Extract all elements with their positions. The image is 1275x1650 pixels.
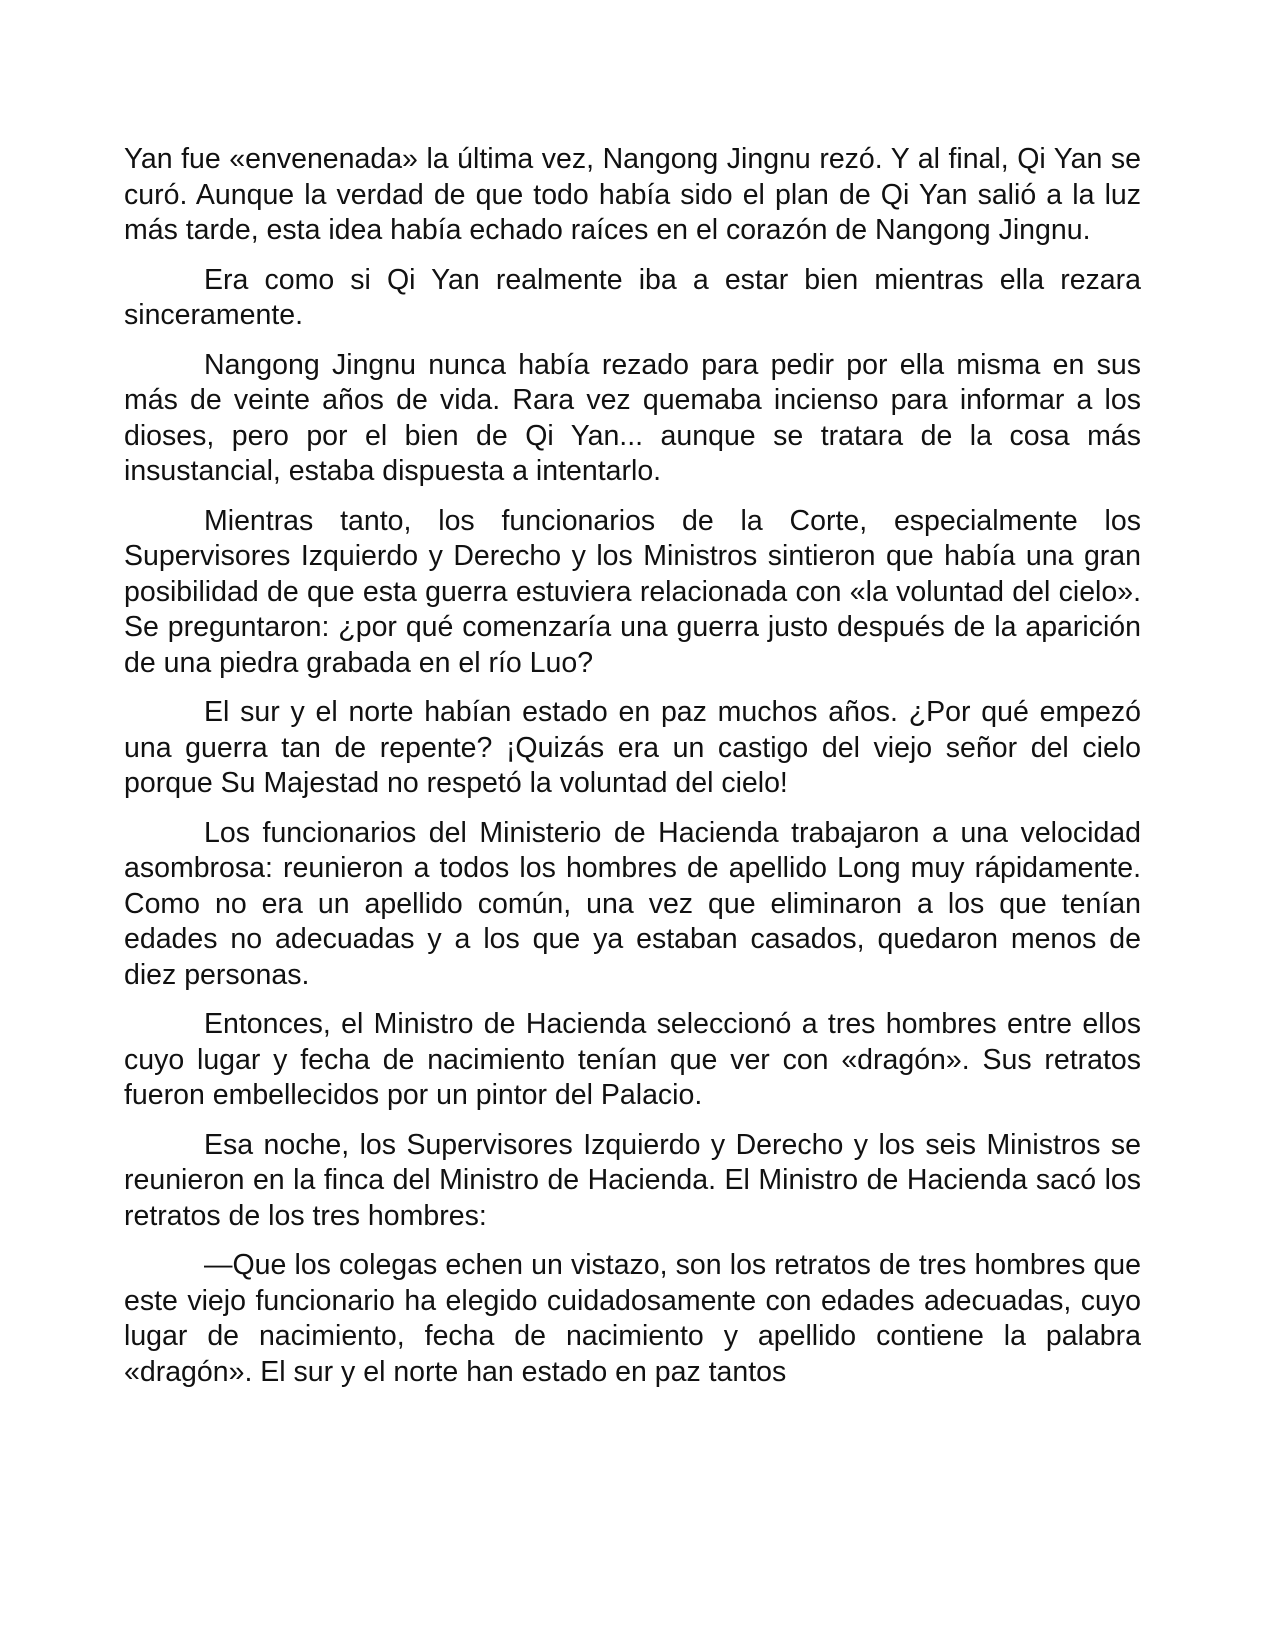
paragraph-3: Nangong Jingnu nunca había rezado para pedir por ella misma en sus más de veinte años de vida. Rara vez quemaba incienso para informar a los dioses, pero por el bien de Qi Yan... aunque se tratara de la cosa más insustancial, estaba dispuesta a intentarlo.: [124, 348, 1141, 487]
paragraph-8: Esa noche, los Supervisores Izquierdo y Derecho y los seis Ministros se reunieron en la finca del Ministro de Hacienda. El Ministro de Hacienda sacó los retratos de los tres hombres:: [124, 1128, 1141, 1232]
paragraph-2: Era como si Qi Yan realmente iba a estar bien mientras ella rezara sinceramente.: [124, 263, 1141, 331]
page-body: [124, 142, 1141, 1404]
paragraph-9: —Que los colegas echen un vistazo, son los retratos de tres hombres que este viejo funcionario ha elegido cuidadosamente con edades adecuadas, cuyo lugar de nacimiento, fecha de nacimiento y apellido contiene la palabra «dragón». El sur y el norte han estado en paz tantos: [124, 1249, 1141, 1388]
paragraph-4: Mientras tanto, los funcionarios de la Corte, especialmente los Supervisores Izquierdo y Derecho y los Ministros sintieron que había una gran posibilidad de que esta guerra estuviera relacionada con «la voluntad del cielo». Se preguntaron: ¿por qué comenzaría una guerra justo después de la aparición de una piedra grabada en el río Luo?: [124, 504, 1141, 679]
paragraph-1: Yan fue «envenenada» la última vez, Nangong Jingnu rezó. Y al final, Qi Yan se curó. Aunque la verdad de que todo había sido el plan de Qi Yan salió a la luz más tarde, esta idea había echado raíces en el corazón de Nangong Jingnu.: [124, 143, 1141, 246]
paragraph-5: El sur y el norte habían estado en paz muchos años. ¿Por qué empezó una guerra tan de repente? ¡Quizás era un castigo del viejo señor del cielo porque Su Majestad no respetó la voluntad del cielo!: [124, 696, 1141, 799]
paragraph-7: Entonces, el Ministro de Hacienda seleccionó a tres hombres entre ellos cuyo lugar y fecha de nacimiento tenían que ver con «dragón». Sus retratos fueron embellecidos por un pintor del Palacio.: [124, 1008, 1141, 1111]
paragraph-6: Los funcionarios del Ministerio de Hacienda trabajaron a una velocidad asombrosa: reunieron a todos los hombres de apellido Long muy rápidamente. Como no era un apellido común, una vez que eliminaron a los que tenían edades no adecuadas y a los que ya estaban casados, quedaron menos de diez personas.: [124, 816, 1141, 991]
